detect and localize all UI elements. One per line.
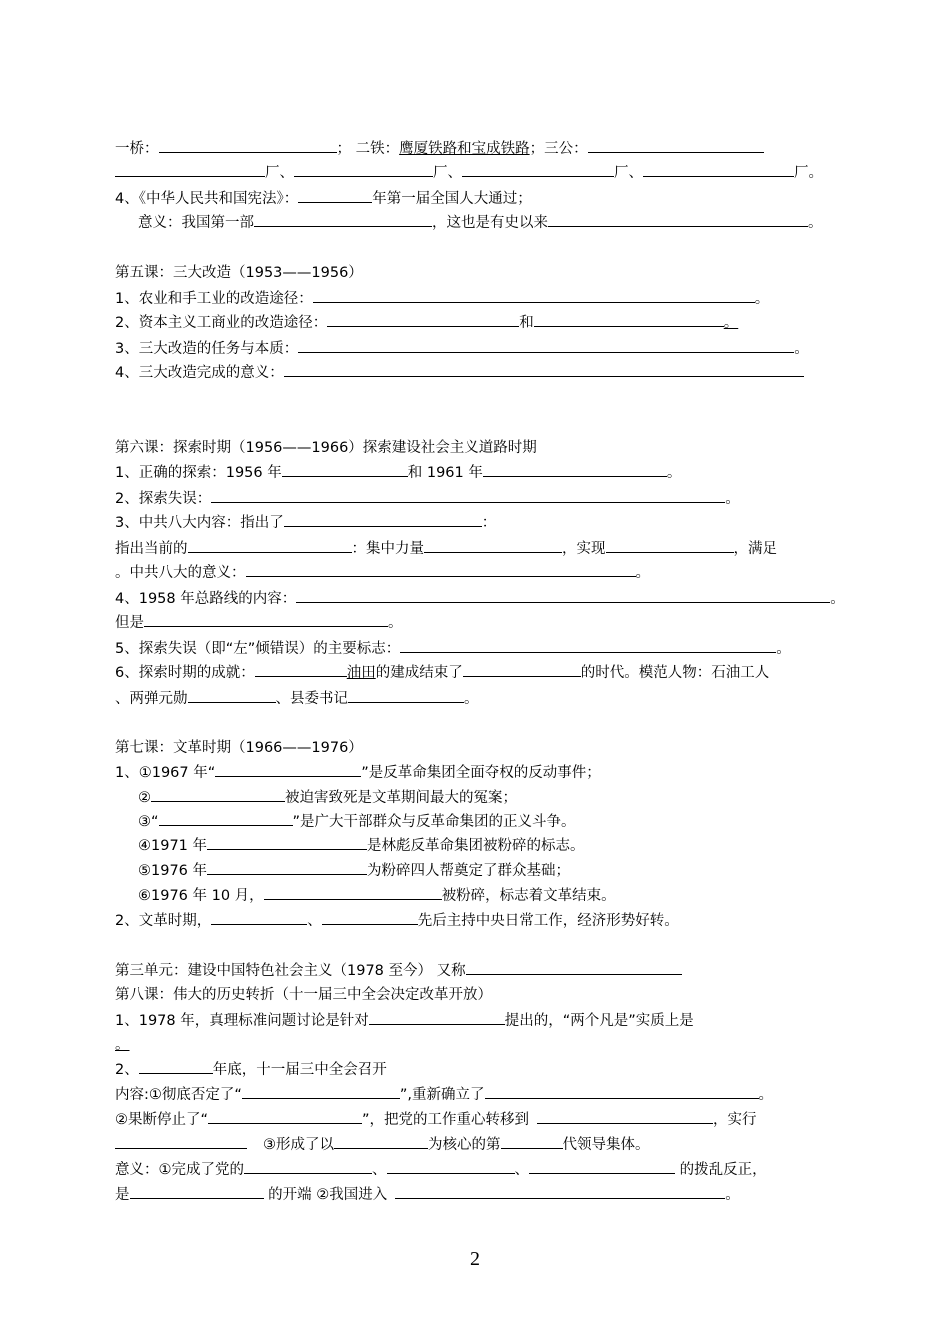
lesson6-q6b	[115, 688, 479, 708]
text: 被迫害致死是文革期间最大的冤案；	[285, 790, 517, 806]
blank[interactable]	[348, 688, 464, 703]
text: 6、探索时期的成就：	[115, 665, 255, 681]
text: 厂、	[265, 165, 294, 181]
text: 。	[115, 1037, 130, 1053]
text: ”，把党的工作重心转移到	[362, 1112, 530, 1128]
text: 代领导集体。	[562, 1137, 650, 1153]
lesson7-i1	[115, 762, 601, 782]
lesson6-q3c	[115, 562, 650, 582]
text: ； 二铁：	[336, 141, 400, 157]
lesson7-i6	[138, 885, 616, 905]
blank[interactable]	[284, 362, 804, 377]
text: 和	[519, 315, 534, 331]
blank[interactable]	[294, 162, 433, 177]
text: 5、探索失误（即“左”倾错误）的主要标志：	[115, 641, 401, 657]
text: 1、正确的探索：1956 年	[115, 465, 282, 481]
text: ”,重新确立了	[399, 1087, 485, 1103]
line-3	[115, 188, 532, 208]
line-4	[138, 212, 823, 232]
lesson5-q2	[115, 312, 738, 332]
blank[interactable]	[298, 188, 372, 203]
blank[interactable]	[115, 162, 265, 177]
text: 4、《中华人民共和国宪法》：	[115, 191, 299, 207]
text: 、	[514, 1162, 529, 1178]
line-1	[115, 138, 764, 158]
blank[interactable]	[207, 860, 367, 875]
blank[interactable]	[322, 910, 418, 925]
text: 厂、	[614, 165, 643, 181]
text: 2、探索失误：	[115, 491, 212, 507]
blank[interactable]	[463, 662, 581, 677]
text: 被粉碎，标志着文革结束。	[441, 888, 616, 904]
lesson8-meaning1	[115, 1159, 767, 1179]
lesson5-q1	[115, 288, 769, 308]
text: ：	[481, 515, 497, 531]
lesson8-title	[115, 985, 492, 1005]
text: 和 1961 年	[407, 465, 483, 481]
blank[interactable]	[534, 312, 724, 327]
text: 第三单元：建设中国特色社会主义（1978 至今） 又称	[115, 963, 466, 979]
text: 。	[776, 641, 791, 657]
blank[interactable]	[255, 662, 347, 677]
blank[interactable]	[151, 787, 285, 802]
blank[interactable]	[208, 1109, 362, 1124]
blank[interactable]	[529, 1159, 675, 1174]
text: 厂。	[794, 165, 823, 181]
text: 2、	[115, 1062, 139, 1078]
text: 1、农业和手工业的改造途径：	[115, 291, 313, 307]
lesson7-i3	[138, 811, 576, 831]
text: 第八课：伟大的历史转折（十一届三中全会决定改革开放）	[115, 987, 492, 1003]
text: 。	[794, 341, 809, 357]
text: ，这也是有史以来	[432, 215, 548, 231]
blank[interactable]	[643, 162, 794, 177]
text: 厂、	[433, 165, 462, 181]
text: 为核心的第	[428, 1137, 501, 1153]
text: 但是	[115, 615, 144, 631]
text: 。中共八大的意义：	[115, 565, 246, 581]
text: ②	[138, 790, 151, 806]
text: ⑥1976 年 10 月，	[138, 888, 264, 904]
text: 、县委书记	[275, 691, 348, 707]
lesson6-title	[115, 438, 537, 458]
blank[interactable]	[400, 638, 776, 653]
text: 的建成结束了	[375, 665, 463, 681]
text: ②果断停止了“	[115, 1112, 209, 1128]
text: 。	[666, 465, 682, 481]
text: 1、1978 年，真理标准问题讨论是针对	[115, 1013, 369, 1029]
text: ③形成了以	[263, 1137, 334, 1153]
lesson8-meaning2	[115, 1184, 740, 1204]
blank[interactable]	[462, 162, 614, 177]
lesson6-q4b	[115, 612, 403, 632]
text: ”是反革命集团全面夺权的反动事件；	[361, 765, 601, 781]
line-2	[115, 162, 823, 182]
text: 的时代。模范人物：石油工人	[580, 665, 770, 681]
lesson6-q2	[115, 488, 740, 508]
lesson6-q4	[115, 588, 845, 608]
blank[interactable]	[115, 1134, 247, 1149]
lesson6-q1	[115, 462, 681, 482]
text: 意义：①完成了党的	[115, 1162, 244, 1178]
lesson7-title	[115, 738, 363, 758]
text: 4、三大改造完成的意义：	[115, 365, 284, 381]
text: 。	[388, 615, 403, 631]
blank[interactable]	[130, 1184, 264, 1199]
text: ，实现	[562, 541, 606, 557]
text: ”是广大干部群众与反革命集团的正义斗争。	[292, 814, 576, 830]
text: 指出当前的	[115, 541, 188, 557]
text: 4、1958 年总路线的内容：	[115, 591, 297, 607]
blank[interactable]	[369, 1010, 505, 1025]
text: 2、资本主义工商业的改造途径：	[115, 315, 328, 331]
lesson7-i2	[138, 787, 517, 807]
blank[interactable]	[313, 288, 755, 303]
blank[interactable]	[188, 538, 352, 553]
lesson7-i4	[138, 835, 585, 855]
blank[interactable]	[254, 212, 432, 227]
lesson8-content1	[115, 1084, 773, 1104]
text: 1、①1967 年“	[115, 765, 216, 781]
blank[interactable]	[424, 538, 562, 553]
blank[interactable]	[485, 1084, 759, 1099]
text: 为粉碎四人帮奠定了群众基础；	[367, 863, 571, 879]
lesson6-q3	[115, 512, 496, 532]
text: 的开端 ②我国进入	[263, 1187, 388, 1203]
lesson8-q2	[115, 1059, 387, 1079]
text: ：集中力量	[351, 541, 424, 557]
lesson8-q1-cont	[115, 1035, 130, 1055]
blank[interactable]	[188, 688, 276, 703]
blank[interactable]	[327, 312, 519, 327]
blank[interactable]	[606, 538, 734, 553]
text: 。	[758, 1087, 774, 1103]
text: ，实行	[713, 1112, 757, 1128]
text: 是林彪反革命集团被粉碎的标志。	[367, 838, 585, 854]
text: 。	[725, 491, 740, 507]
lesson8-q1	[115, 1010, 694, 1030]
text: 3、三大改造的任务与本质：	[115, 341, 299, 357]
blank[interactable]	[387, 1159, 515, 1174]
blank[interactable]	[159, 811, 293, 826]
blank[interactable]	[548, 212, 808, 227]
text: 。	[808, 215, 823, 231]
blank[interactable]	[242, 1084, 400, 1099]
text: 先后主持中央日常工作，经济形势好转。	[417, 913, 679, 929]
blank[interactable]	[588, 138, 764, 153]
text: 、	[307, 913, 322, 929]
text: 。	[464, 691, 479, 707]
text: 年第一届全国人大通过；	[372, 191, 532, 207]
lesson6-q6	[115, 662, 769, 682]
text: 第六课：探索时期（1956——1966）探索建设社会主义道路时期	[115, 440, 537, 456]
blank[interactable]	[334, 1134, 428, 1149]
lesson8-content3	[115, 1134, 650, 1154]
text: 、	[372, 1162, 387, 1178]
text: 提出的，“两个凡是”实质上是	[504, 1013, 694, 1029]
blank[interactable]	[466, 960, 682, 975]
text: 2、文革时期，	[115, 913, 212, 929]
blank[interactable]	[296, 588, 830, 603]
blank[interactable]	[298, 338, 794, 353]
text: ③“	[138, 814, 159, 830]
blank[interactable]	[282, 462, 408, 477]
underlined-answer: 鹰厦铁路和宝成铁路	[399, 141, 530, 157]
text: 、两弹元勋	[115, 691, 188, 707]
text: 。	[635, 565, 650, 581]
text: 。	[725, 1187, 740, 1203]
lesson7-q2	[115, 910, 679, 930]
text: ；三公：	[529, 141, 588, 157]
lesson6-q3b	[115, 538, 777, 558]
unit3-title	[115, 960, 682, 980]
blank[interactable]	[537, 1109, 713, 1124]
lesson8-content2	[115, 1109, 757, 1129]
text: 第五课：三大改造（1953——1956）	[115, 265, 363, 281]
blank[interactable]	[501, 1134, 563, 1149]
blank[interactable]	[246, 562, 636, 577]
text: 3、中共八大内容：指出了	[115, 515, 284, 531]
text: 。	[754, 291, 770, 307]
text: ⑤1976 年	[138, 863, 208, 879]
lesson5-title	[115, 263, 363, 283]
blank[interactable]	[483, 462, 667, 477]
text: ④1971 年	[138, 838, 208, 854]
lesson6-q5	[115, 638, 791, 658]
blank[interactable]	[207, 835, 367, 850]
text: 的拨乱反正，	[675, 1162, 767, 1178]
blank[interactable]	[211, 488, 725, 503]
page-number: 2	[470, 1248, 480, 1270]
lesson5-q4	[115, 362, 804, 382]
text: 。	[723, 315, 739, 331]
text: 一桥：	[115, 141, 159, 157]
blank[interactable]	[395, 1184, 725, 1199]
text: 油田	[346, 665, 376, 681]
lesson5-q3	[115, 338, 809, 358]
text: 年底，十一届三中全会召开	[212, 1062, 387, 1078]
blank[interactable]	[144, 612, 388, 627]
text: 。	[830, 591, 845, 607]
text: ，满足	[733, 541, 777, 557]
blank[interactable]	[264, 885, 442, 900]
blank[interactable]	[139, 1059, 213, 1074]
text: 内容:①彻底否定了“	[115, 1087, 242, 1103]
blank[interactable]	[244, 1159, 372, 1174]
text: 第七课：文革时期（1966——1976）	[115, 740, 363, 756]
blank[interactable]	[215, 762, 361, 777]
lesson7-i5	[138, 860, 570, 880]
text: 是	[115, 1187, 130, 1203]
blank[interactable]	[159, 138, 337, 153]
blank[interactable]	[284, 512, 482, 527]
blank[interactable]	[211, 910, 307, 925]
text: 意义：我国第一部	[138, 215, 254, 231]
